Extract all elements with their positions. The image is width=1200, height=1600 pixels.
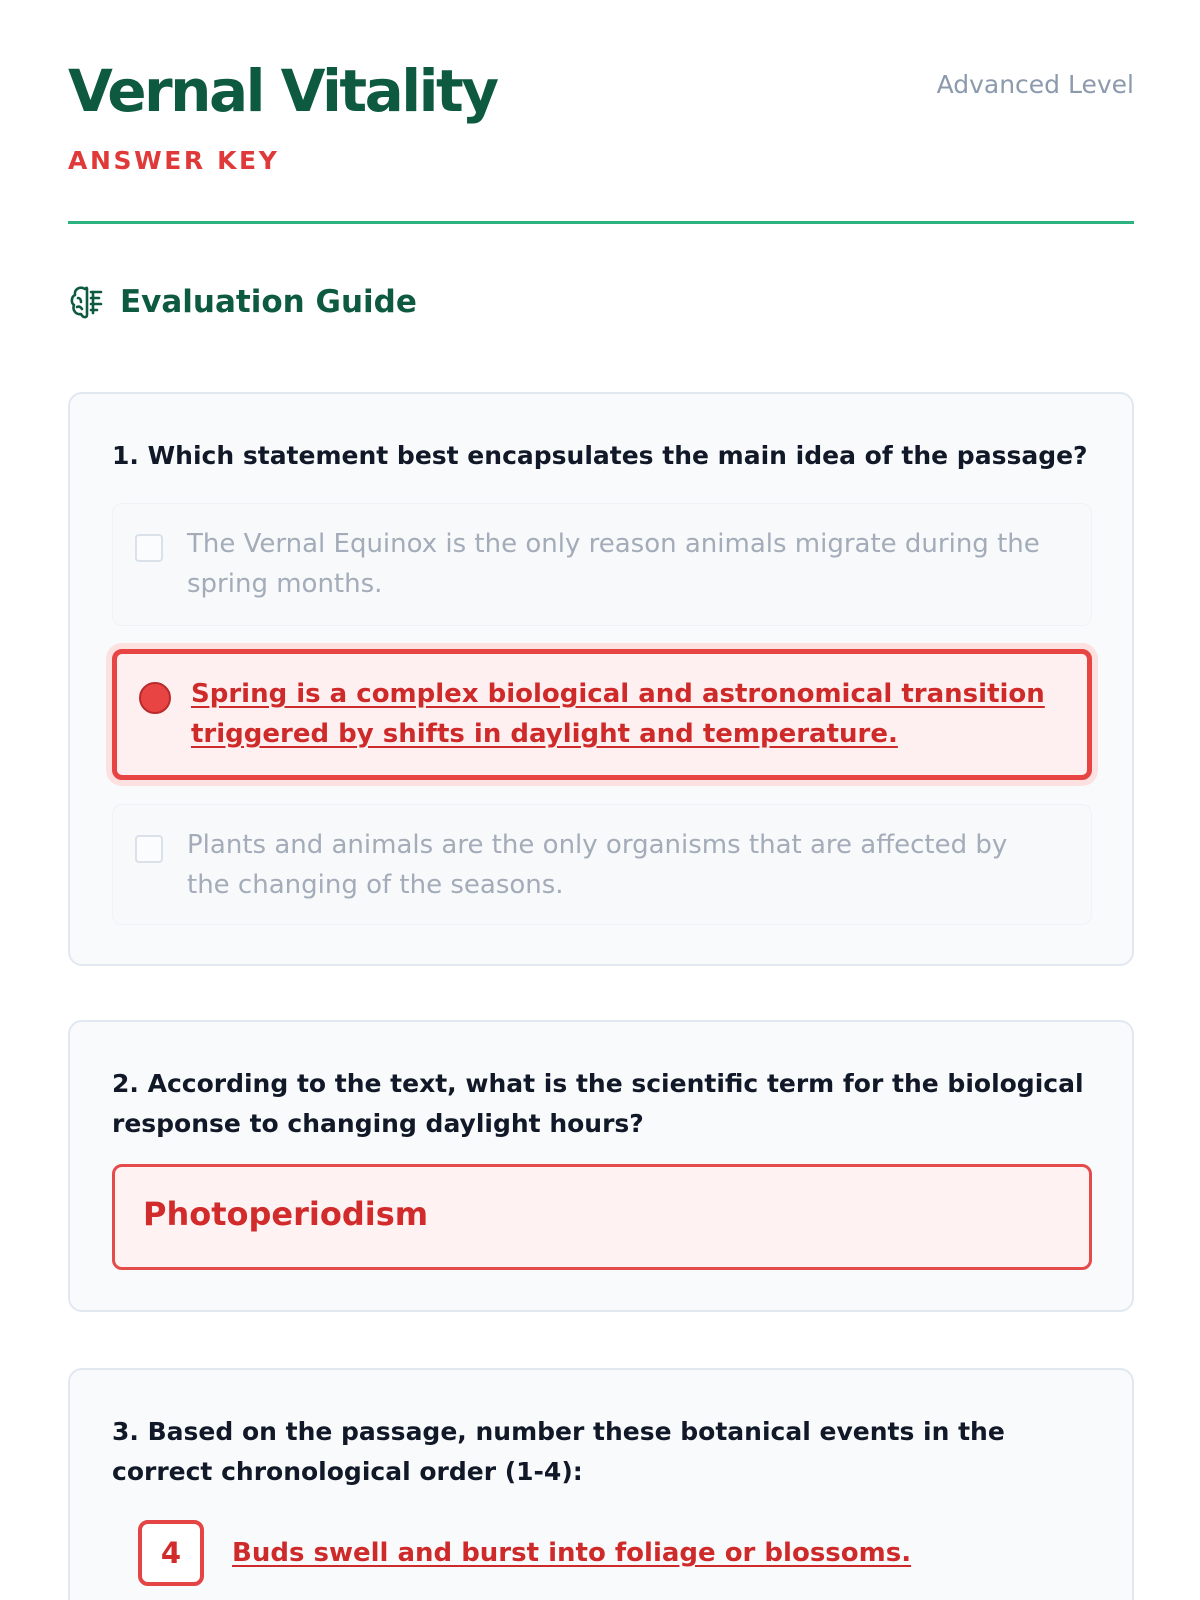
section-title: Evaluation Guide (120, 284, 417, 320)
brain-icon (68, 283, 106, 321)
answer-box (112, 1164, 1092, 1270)
option-1a[interactable] (112, 503, 1092, 626)
question-card-3 (68, 1368, 1134, 1600)
option-text: The Vernal Equinox is the only reason animals migrate during the spring months. (187, 529, 1040, 599)
order-number-box[interactable]: 4 (138, 1520, 204, 1586)
section-heading (68, 282, 417, 322)
option-1b-correct[interactable] (112, 649, 1092, 780)
page-subtitle: ANSWER KEY (68, 146, 280, 175)
page-title: Vernal Vitality (68, 57, 497, 125)
page-header (68, 0, 1134, 224)
answer-key-page (68, 0, 1134, 1570)
option-1c[interactable] (112, 804, 1092, 925)
question-card-1 (68, 392, 1134, 966)
question-text-3: 3. Based on the passage, number these botanical events in the correct chronological order (1-4): (112, 1417, 1005, 1486)
checkbox[interactable] (135, 835, 163, 863)
option-text: Plants and animals are the only organisms that are affected by the changing of the seasons. (187, 830, 1008, 900)
selected-radio[interactable] (139, 682, 171, 714)
checkbox[interactable] (135, 534, 163, 562)
order-item (138, 1520, 911, 1586)
option-text: Spring is a complex biological and astronomical transition triggered by shifts in daylight and temperature. (191, 679, 1045, 749)
question-text-2: 2. According to the text, what is the scientific term for the biological response to changing daylight hours? (112, 1069, 1084, 1138)
answer-text: Photoperiodism (143, 1195, 429, 1233)
question-text-1: 1. Which statement best encapsulates the main idea of the passage? (112, 441, 1088, 470)
level-label: Advanced Level (936, 70, 1134, 99)
question-card-2 (68, 1020, 1134, 1312)
order-item-text: Buds swell and burst into foliage or blossoms. (232, 1538, 912, 1568)
